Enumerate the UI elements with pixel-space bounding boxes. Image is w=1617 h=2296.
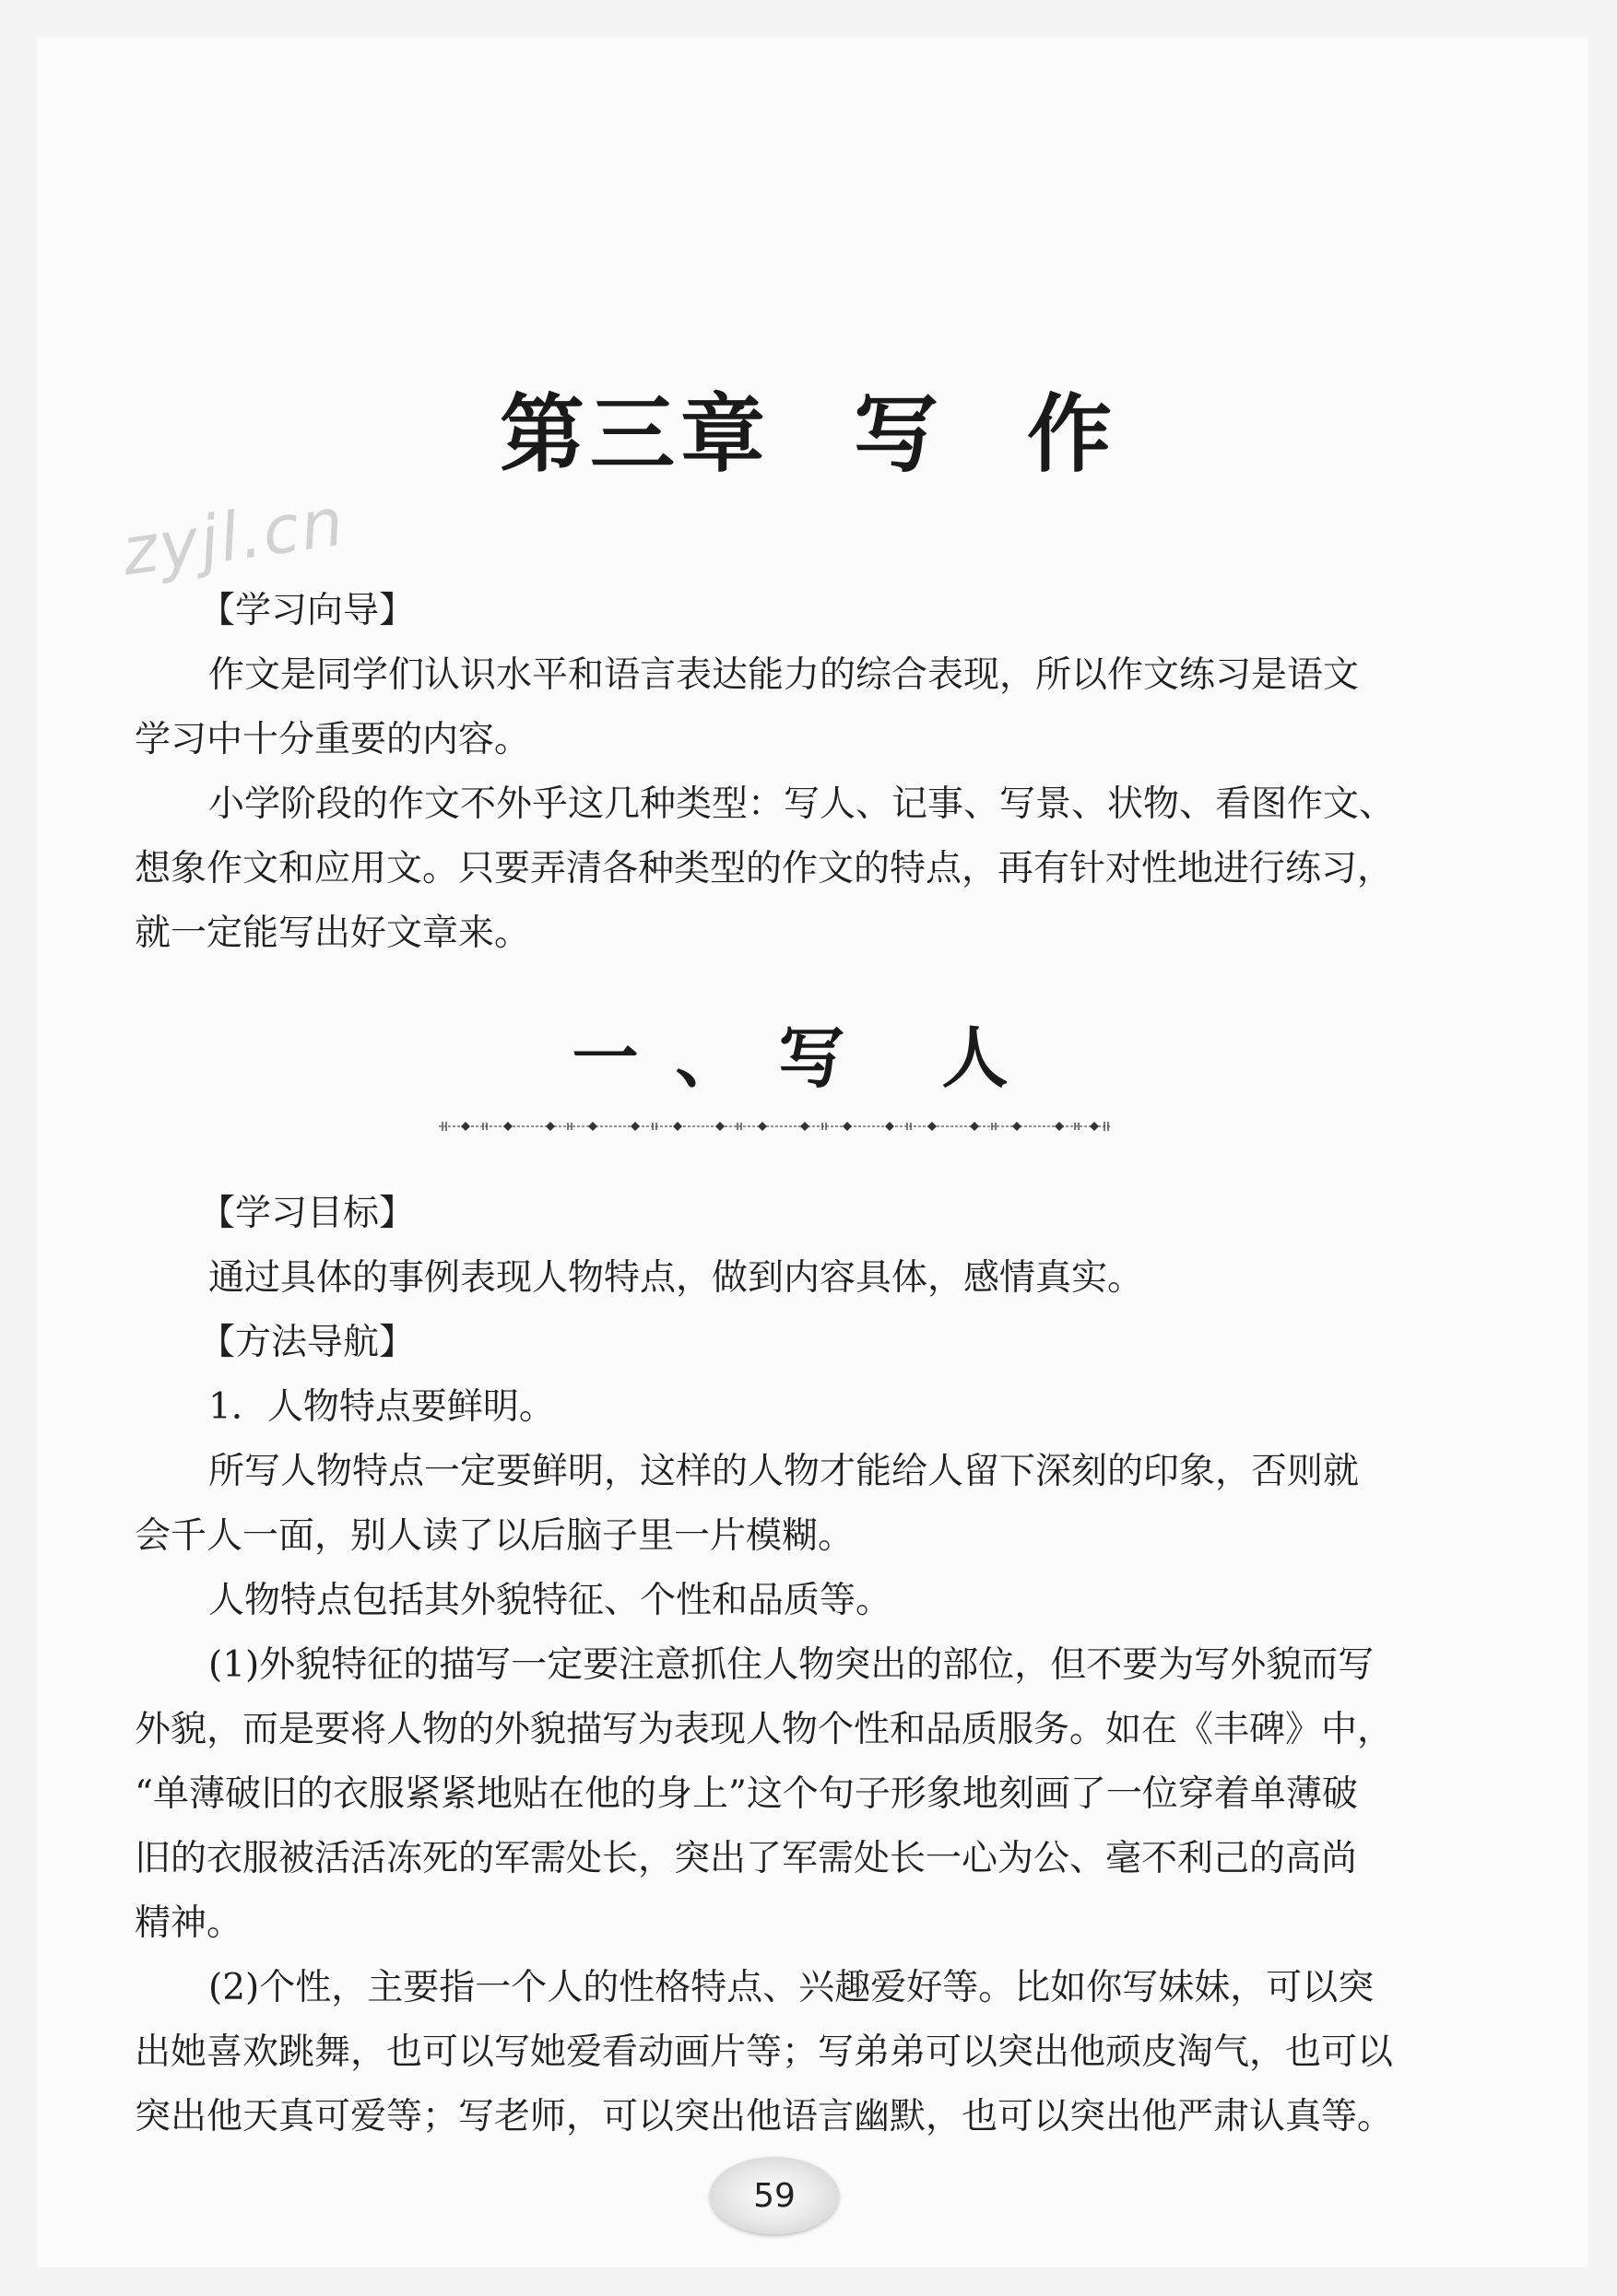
method-item-1: 1．人物特点要鲜明。 [208,1386,555,1428]
watermark: zyjl.cn [117,482,350,591]
method-heading: 【方法导航】 [199,1322,416,1363]
ornamental-divider [439,1119,1112,1134]
method-p3-line2: 外貌，而是要将人物的外貌描写为表现人物个性和品质服务。如在《丰碑》中， [135,1709,1394,1750]
study-guide-block [135,579,1425,966]
learning-goal-text: 通过具体的事例表现人物特点，做到内容具体，感情真实。 [208,1257,1144,1299]
chapter-title-number: 第三章 [499,384,771,484]
method-p1-line1: 所写人物特点一定要鲜明，这样的人物才能给人留下深刻的印象，否则就 [208,1451,1360,1492]
page-number: 59 [753,2176,796,2215]
study-guide-p2-line1: 小学阶段的作文不外乎这几种类型：写人、记事、写景、状物、看图作文、 [208,783,1396,825]
study-guide-p2-line3: 就一定能写出好文章来。 [135,913,531,954]
method-p2: 人物特点包括其外貌特征、个性和品质等。 [208,1580,892,1621]
method-p4-line2: 出她喜欢跳舞，也可以写她爱看动画片等；写弟弟可以突出他顽皮淘气，也可以 [135,2031,1394,2073]
chapter-title [0,367,1617,489]
method-p4-line1: (2)个性，主要指一个人的性格特点、兴趣爱好等。比如你写妹妹，可以突 [208,1967,1375,2008]
method-p1-line2: 会千人一面，别人读了以后脑子里一片模糊。 [135,1515,855,1557]
study-guide-heading: 【学习向导】 [199,590,416,631]
page-number-badge [710,2157,839,2234]
learning-goal-heading: 【学习目标】 [199,1193,416,1234]
lesson-body [135,1182,1425,2149]
method-p3-line4: 旧的衣服被活活冻死的军需处长，突出了军需处长一心为公、毫不利己的高尚 [135,1838,1358,1879]
method-p3-line1: (1)外貌特征的描写一定要注意抓住人物突出的部位，但不要为写外貌而写 [208,1644,1375,1686]
method-p3-line3: “单薄破旧的衣服紧紧地贴在他的身上”这个句子形象地刻画了一位穿着单薄破 [135,1773,1358,1815]
method-p3-line5: 精神。 [135,1902,243,1944]
study-guide-p1-line2: 学习中十分重要的内容。 [135,719,531,760]
method-p4-line3: 突出他天真可爱等；写老师，可以突出他语言幽默，也可以突出他严肃认真等。 [135,2096,1394,2137]
chapter-title-word1: 写 [853,384,944,484]
study-guide-p2-line2: 想象作文和应用文。只要弄清各种类型的作文的特点，再有针对性地进行练习， [135,848,1394,889]
chapter-title-word2: 作 [1027,384,1118,484]
study-guide-p1-line1: 作文是同学们认识水平和语言表达能力的综合表现，所以作文练习是语文 [208,654,1360,696]
section-title: 一、写 人 [572,1018,1045,1097]
